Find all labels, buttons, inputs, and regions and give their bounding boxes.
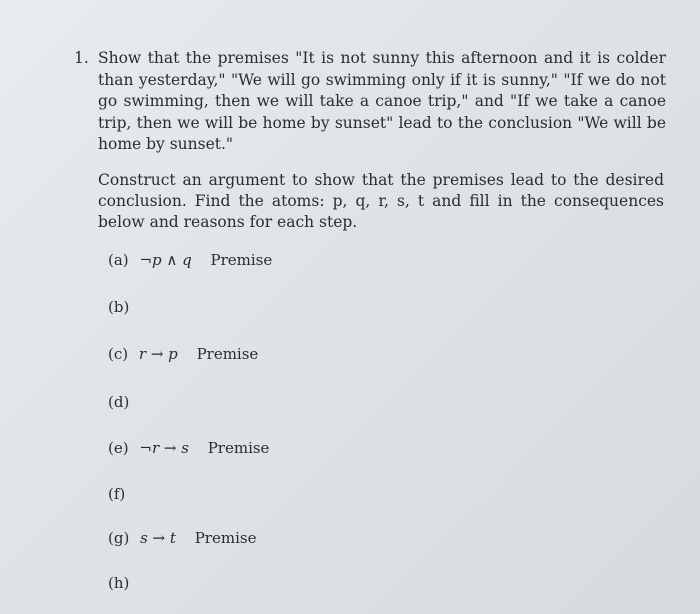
step-reason: Premise xyxy=(210,251,273,269)
step-label: (f) xyxy=(108,485,126,503)
step-formula: ¬r → s xyxy=(139,439,189,457)
step-d xyxy=(108,392,159,412)
step-formula: ¬p ∧ q xyxy=(139,251,192,269)
step-a xyxy=(108,250,272,270)
step-formula: s → t xyxy=(140,529,176,547)
problem-statement xyxy=(74,48,666,156)
step-e xyxy=(108,438,269,458)
step-reason: Premise xyxy=(196,345,259,363)
step-h xyxy=(108,573,159,593)
step-label: (h) xyxy=(108,574,130,592)
step-formula: r → p xyxy=(138,345,178,363)
step-f xyxy=(108,484,155,504)
step-reason: Premise xyxy=(194,529,257,547)
step-label: (d) xyxy=(108,393,130,411)
step-g xyxy=(108,528,256,548)
step-label: (g) xyxy=(108,529,130,547)
step-c xyxy=(108,344,258,364)
problem-text: Show that the premises "It is not sunny this afternoon and it is colder than yesterday," "We will go swimming only if it is sunny," "If we do not go swimming, then we will take a canoe trip," and "If we take a canoe trip, then we will be home by sunset" lead to the conclusion "We will be home by sunset." xyxy=(98,49,666,153)
problem-instructions: Construct an argument to show that the premises lead to the desired conclusion. Find the atoms: p, q, r, s, t and fill in the consequences below and reasons for each step. xyxy=(98,171,664,231)
step-label: (c) xyxy=(108,345,129,363)
step-label: (e) xyxy=(108,439,129,457)
step-b xyxy=(108,297,159,317)
step-label: (b) xyxy=(108,298,130,316)
step-reason: Premise xyxy=(207,439,270,457)
step-label: (a) xyxy=(108,251,129,269)
problem-number: 1. xyxy=(74,49,89,67)
